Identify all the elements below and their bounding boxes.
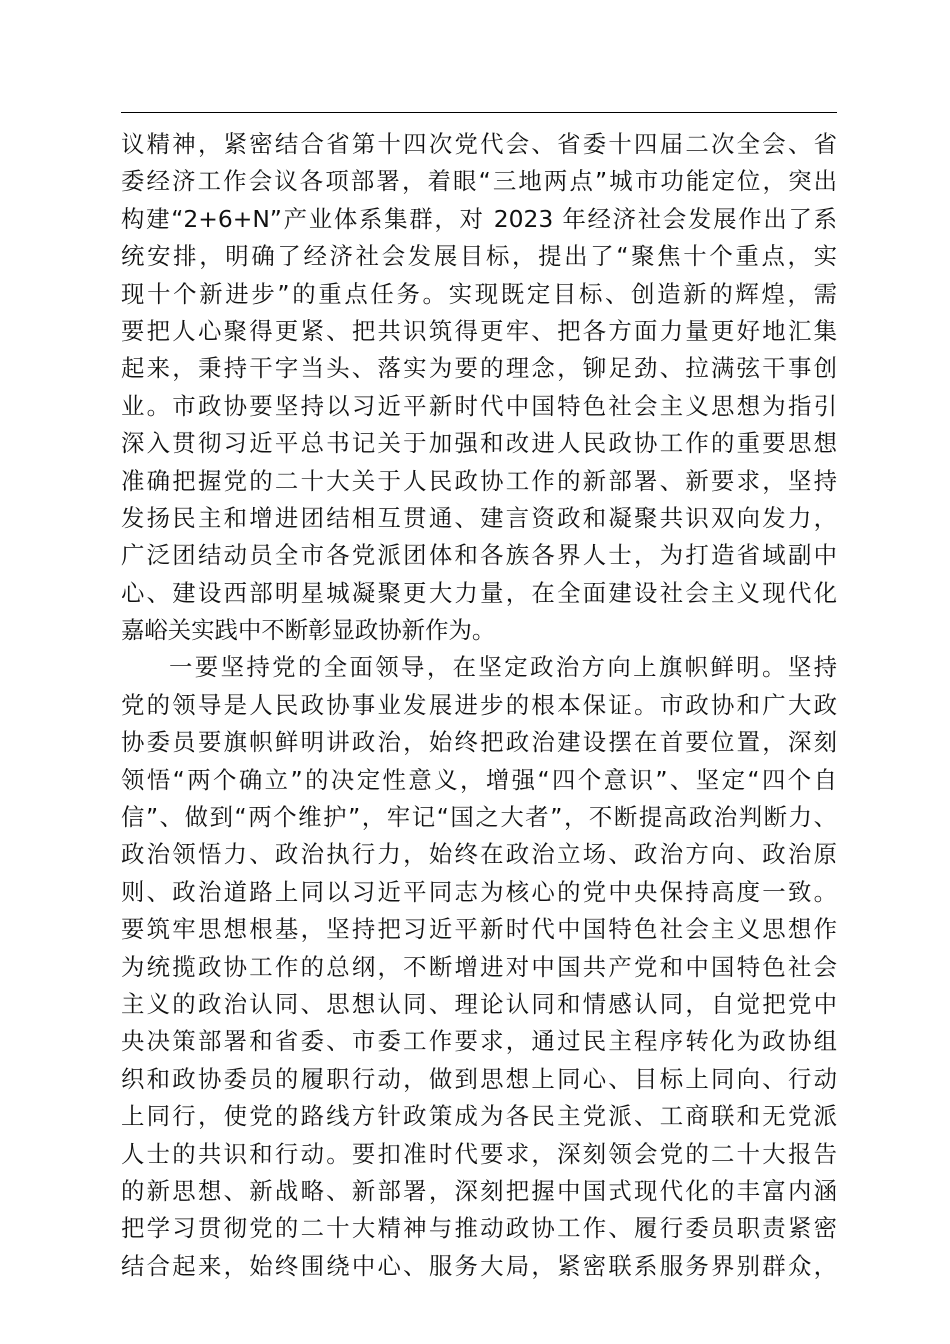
text-line: 则、政治道路上同以习近平同志为核心的党中央保持高度一致。 bbox=[121, 877, 837, 906]
text-line: 主义的政治认同、思想认同、理论认同和情感认同，自觉把党中 bbox=[121, 989, 837, 1018]
text-line: 政治领悟力、政治执行力，始终在政治立场、政治方向、政治原 bbox=[121, 840, 837, 869]
text-line: 准确把握党的二十大关于人民政协工作的新部署、新要求，坚持 bbox=[121, 466, 837, 495]
text-line: 统安排，明确了经济社会发展目标，提出了“聚焦十个重点，实 bbox=[121, 242, 837, 271]
text-line: 把学习贯彻党的二十大精神与推动政协工作、履行委员职责紧密 bbox=[121, 1214, 837, 1243]
text-line: 信”、做到“两个维护”，牢记“国之大者”，不断提高政治判断力、 bbox=[121, 803, 837, 832]
text-line: 现十个新进步”的重点任务。实现既定目标、创造新的辉煌，需 bbox=[121, 279, 837, 308]
text-line: 深入贯彻习近平总书记关于加强和改进人民政协工作的重要思想 bbox=[121, 429, 837, 458]
paragraph-start-line: 一要坚持党的全面领导，在坚定政治方向上旗帜鲜明。坚持 bbox=[169, 653, 837, 682]
text-line: 党的领导是人民政协事业发展进步的根本保证。市政协和广大政 bbox=[121, 690, 837, 719]
text-line: 的新思想、新战略、新部署，深刻把握中国式现代化的丰富内涵 bbox=[121, 1176, 837, 1205]
header-rule bbox=[121, 112, 837, 113]
text-line: 协委员要旗帜鲜明讲政治，始终把政治建设摆在首要位置，深刻 bbox=[121, 728, 837, 757]
text-line: 议精神，紧密结合省第十四次党代会、省委十四届二次全会、省 bbox=[121, 130, 837, 158]
text-line: 广泛团结动员全市各党派团体和各族各界人士，为打造省域副中 bbox=[121, 541, 837, 570]
text-line: 要把人心聚得更紧、把共识筑得更牢、把各方面力量更好地汇集 bbox=[121, 316, 837, 345]
text-line: 要筑牢思想根基，坚持把习近平新时代中国特色社会主义思想作 bbox=[121, 915, 837, 944]
text-line: 领悟“两个确立”的决定性意义，增强“四个意识”、坚定“四个自 bbox=[121, 765, 837, 794]
text-line: 心、建设西部明星城凝聚更大力量，在全面建设社会主义现代化 bbox=[121, 578, 837, 607]
text-line: 起来，秉持干字当头、落实为要的理念，铆足劲、拉满弦干事创 bbox=[121, 354, 837, 383]
text-line: 织和政协委员的履职行动，做到思想上同心、目标上同向、行动 bbox=[121, 1064, 837, 1093]
paragraph-end-line: 嘉峪关实践中不断彰显政协新作为。 bbox=[121, 616, 496, 645]
text-line: 委经济工作会议各项部署，着眼“三地两点”城市功能定位，突出 bbox=[121, 167, 837, 196]
text-line: 构建“2+6+N”产业体系集群，对 2023 年经济社会发展作出了系 bbox=[121, 204, 837, 233]
body-text bbox=[121, 126, 837, 1285]
text-line: 上同行，使党的路线方针政策成为各民主党派、工商联和无党派 bbox=[121, 1102, 837, 1131]
text-line: 发扬民主和增进团结相互贯通、建言资政和凝聚共识双向发力， bbox=[121, 503, 837, 532]
text-line: 央决策部署和省委、市委工作要求，通过民主程序转化为政协组 bbox=[121, 1027, 837, 1056]
text-line: 为统揽政协工作的总纲，不断增进对中国共产党和中国特色社会 bbox=[121, 952, 837, 981]
text-line: 结合起来，始终围绕中心、服务大局，紧密联系服务界别群众， bbox=[121, 1251, 837, 1280]
text-line: 人士的共识和行动。要扣准时代要求，深刻领会党的二十大报告 bbox=[121, 1139, 837, 1168]
text-line: 业。市政协要坚持以习近平新时代中国特色社会主义思想为指引 bbox=[121, 391, 837, 420]
